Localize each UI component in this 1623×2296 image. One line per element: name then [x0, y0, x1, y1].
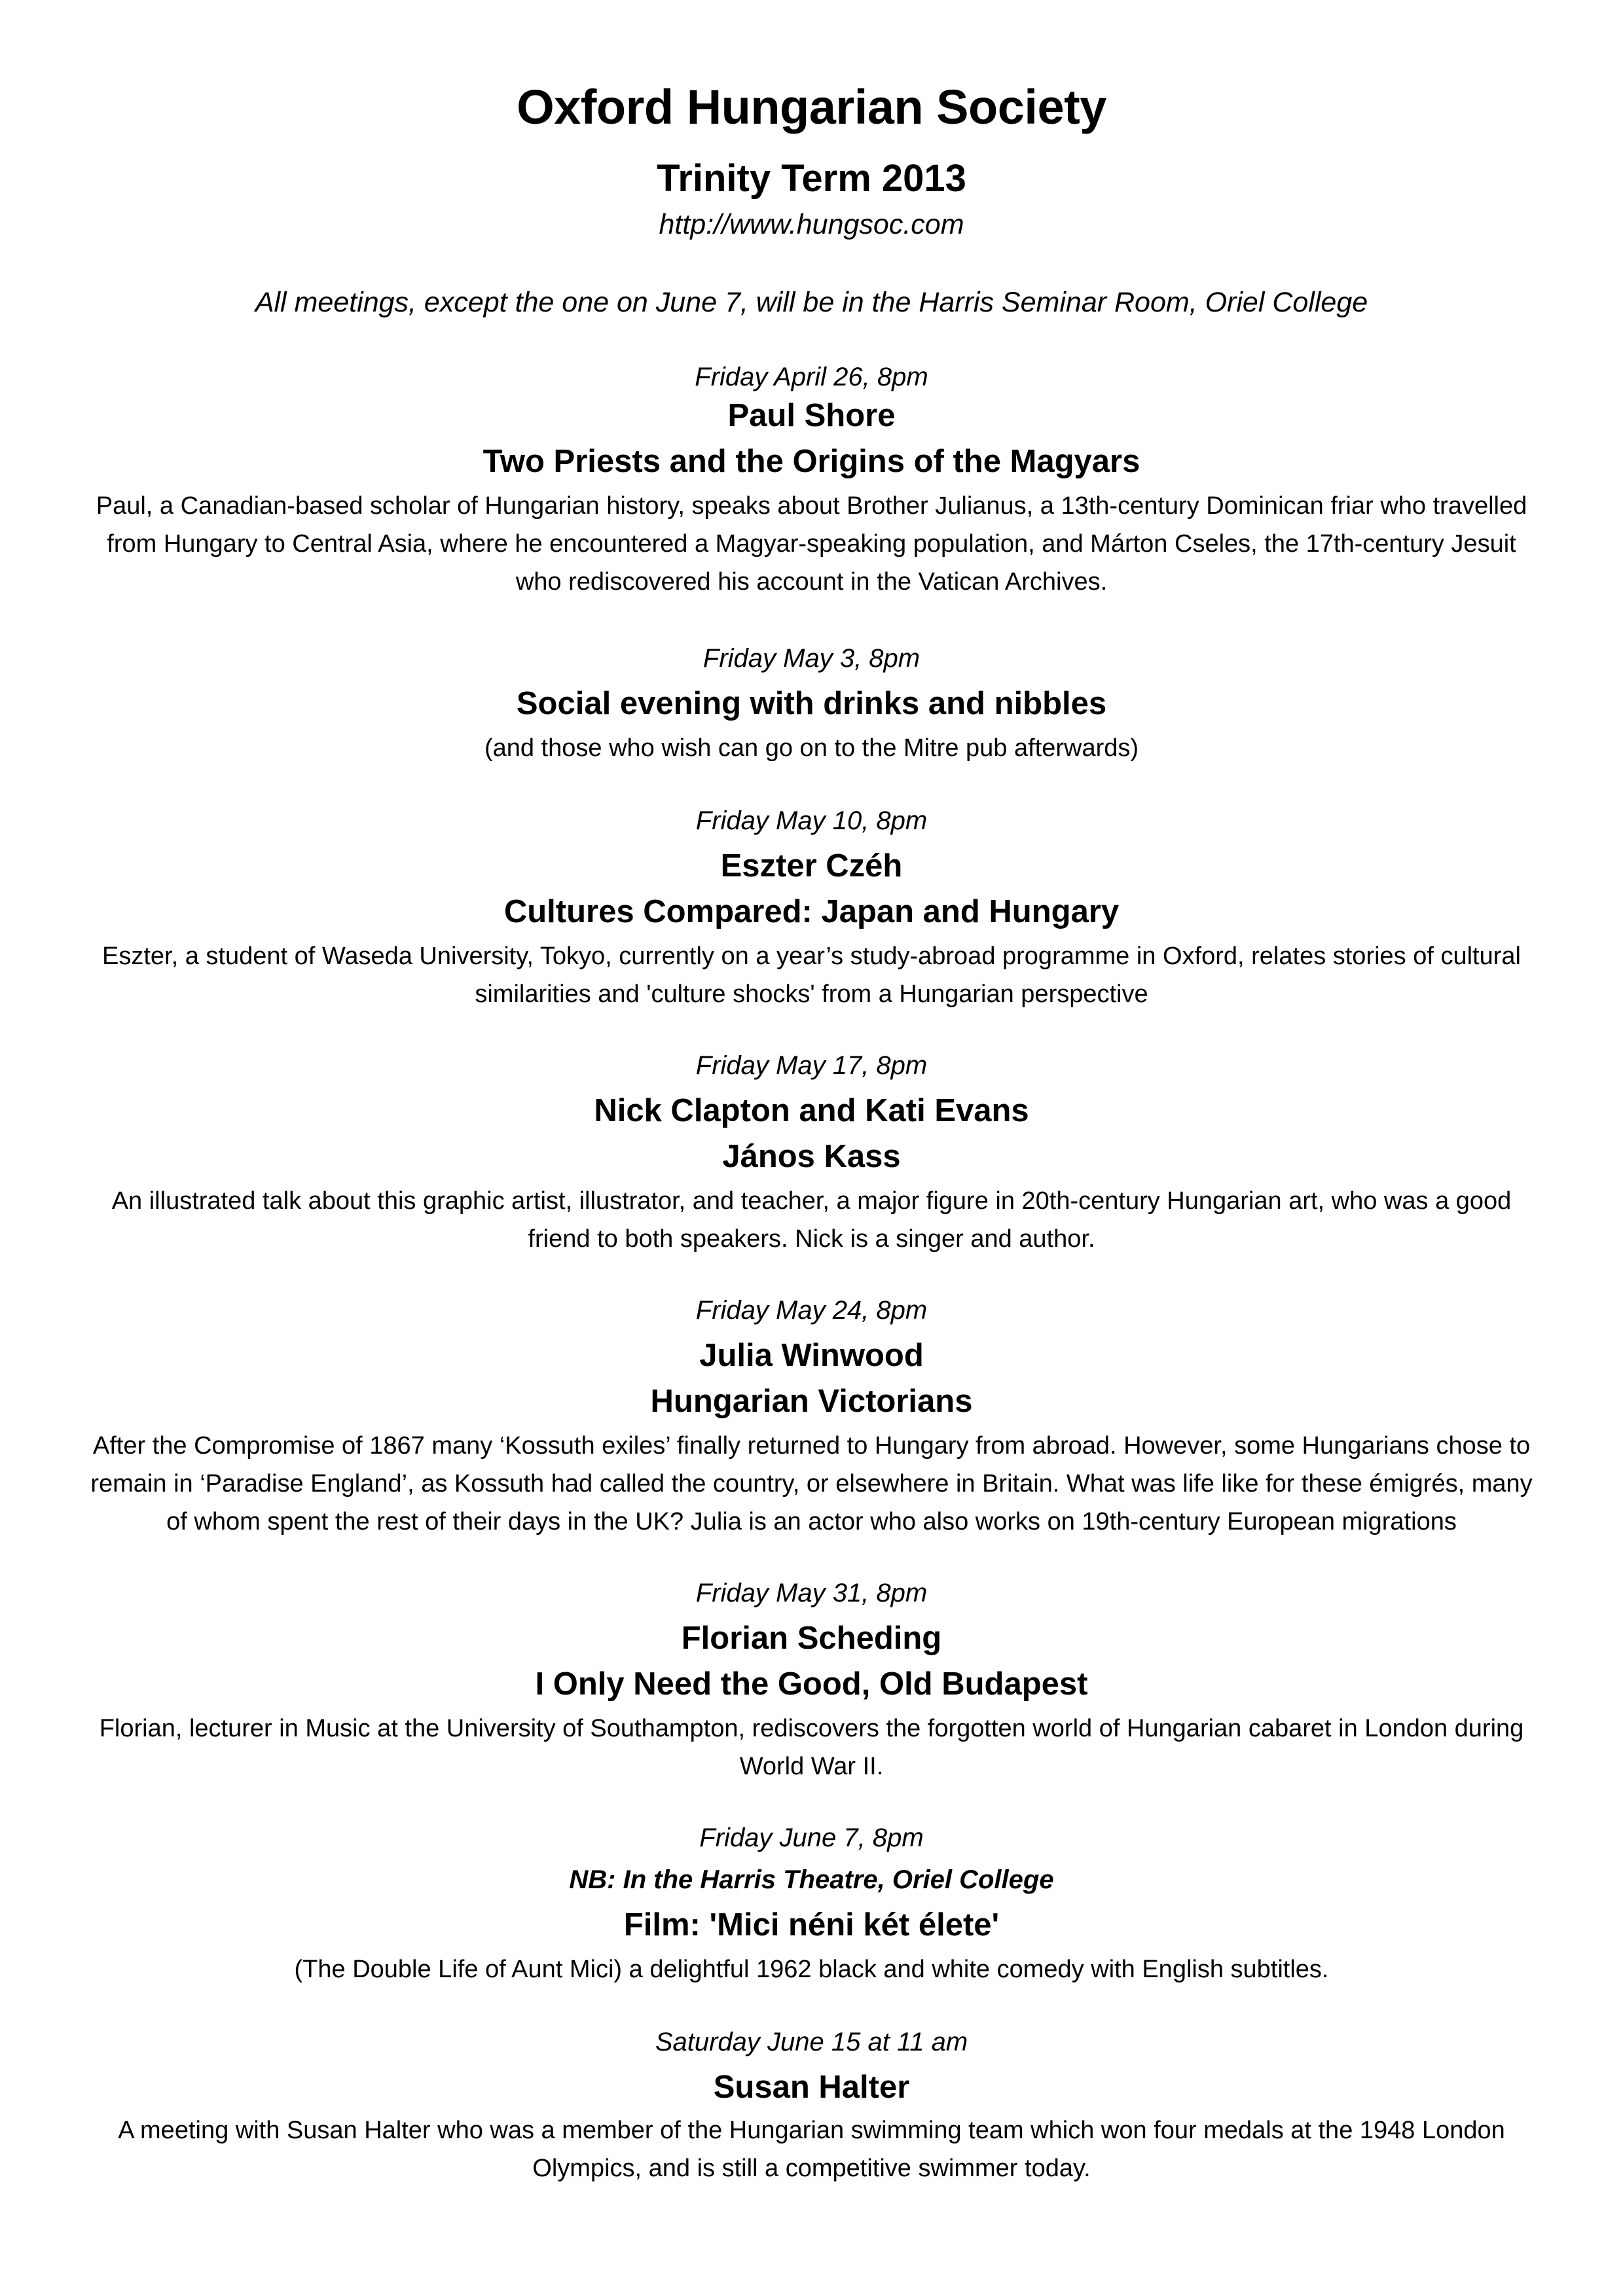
event-date: Friday May 10, 8pm	[695, 806, 928, 835]
event-description: An illustrated talk about this graphic artist, illustrator, and teacher, a major figure in 20th-century Hungarian art, who was a good friend to both speakers. Nick is a singer and author.	[111, 1187, 1512, 1253]
event-talk-title: Cultures Compared: Japan and Hungary	[503, 894, 1120, 929]
event-talk-title: Social evening with drinks and nibbles	[516, 686, 1107, 721]
event-date: Saturday June 15 at 11 am	[655, 2028, 968, 2056]
event-talk-title: János Kass	[722, 1139, 901, 1174]
event-date: Friday April 26, 8pm	[695, 363, 928, 391]
event-date: Friday May 3, 8pm	[702, 644, 921, 673]
event-description: Florian, lecturer in Music at the University of Southampton, rediscovers the forgotten world of Hungarian cabaret in London during World War II.	[99, 1715, 1524, 1780]
page-title: Oxford Hungarian Society	[517, 80, 1106, 134]
event-speaker: Paul Shore	[727, 398, 896, 433]
event-speaker: Nick Clapton and Kati Evans	[594, 1093, 1029, 1128]
event-description: (The Double Life of Aunt Mici) a delightful 1962 black and white comedy with English subtitles.	[294, 1956, 1329, 1983]
event-talk-title: I Only Need the Good, Old Budapest	[535, 1666, 1088, 1702]
event-date: Friday May 24, 8pm	[695, 1296, 928, 1325]
event-date: Friday May 31, 8pm	[695, 1579, 928, 1607]
event-description: A meeting with Susan Halter who was a member of the Hungarian swimming team which won four medals at the 1948 London Olympics, and is still a competitive swimmer today.	[118, 2117, 1505, 2182]
event-description: Eszter, a student of Waseda University, Tokyo, currently on a year’s study-abroad programme in Oxford, relates stories of cultural similarities and 'culture shocks' from a Hungarian perspective	[102, 942, 1521, 1008]
event-description: (and those who wish can go on to the Mitre pub afterwards)	[484, 734, 1139, 762]
event-talk-title: Two Priests and the Origins of the Magyars	[483, 444, 1140, 479]
term-heading: Trinity Term 2013	[657, 157, 966, 200]
event-location-note: NB: In the Harris Theatre, Oriel College	[569, 1865, 1054, 1894]
event-talk-title: Film: 'Mici néni két élete'	[623, 1907, 1000, 1943]
event-speaker: Florian Scheding	[681, 1621, 942, 1656]
event-speaker: Julia Winwood	[699, 1338, 924, 1373]
event-description: Paul, a Canadian-based scholar of Hungarian history, speaks about Brother Julianus, a 13th-century Dominican friar who travelled from Hungary to Central Asia, where he encountered a Magyar-speaking population, and Márton Cseles, the 17th-century Jesuit who rediscovered his account in the Vatican Archives.	[96, 492, 1527, 596]
venue-note: All meetings, except the one on June 7, will be in the Harris Seminar Room, Oriel College	[255, 287, 1368, 318]
event-talk-title: Hungarian Victorians	[650, 1384, 973, 1419]
website-url: http://www.hungsoc.com	[659, 209, 964, 240]
event-speaker: Susan Halter	[713, 2070, 910, 2105]
event-date: Friday May 17, 8pm	[695, 1051, 928, 1080]
event-speaker: Eszter Czéh	[720, 848, 903, 884]
event-description: After the Compromise of 1867 many ‘Kossuth exiles’ finally returned to Hungary from abroad. However, some Hungarians chose to remain in ‘Paradise England’, as Kossuth had called the country, or elsewhere in Britain. What was life like for these émigrés, many of whom spent the rest of their days in the UK? Julia is an actor who also works on 19th-century European migrations	[90, 1432, 1533, 1535]
event-date: Friday June 7, 8pm	[699, 1823, 924, 1852]
